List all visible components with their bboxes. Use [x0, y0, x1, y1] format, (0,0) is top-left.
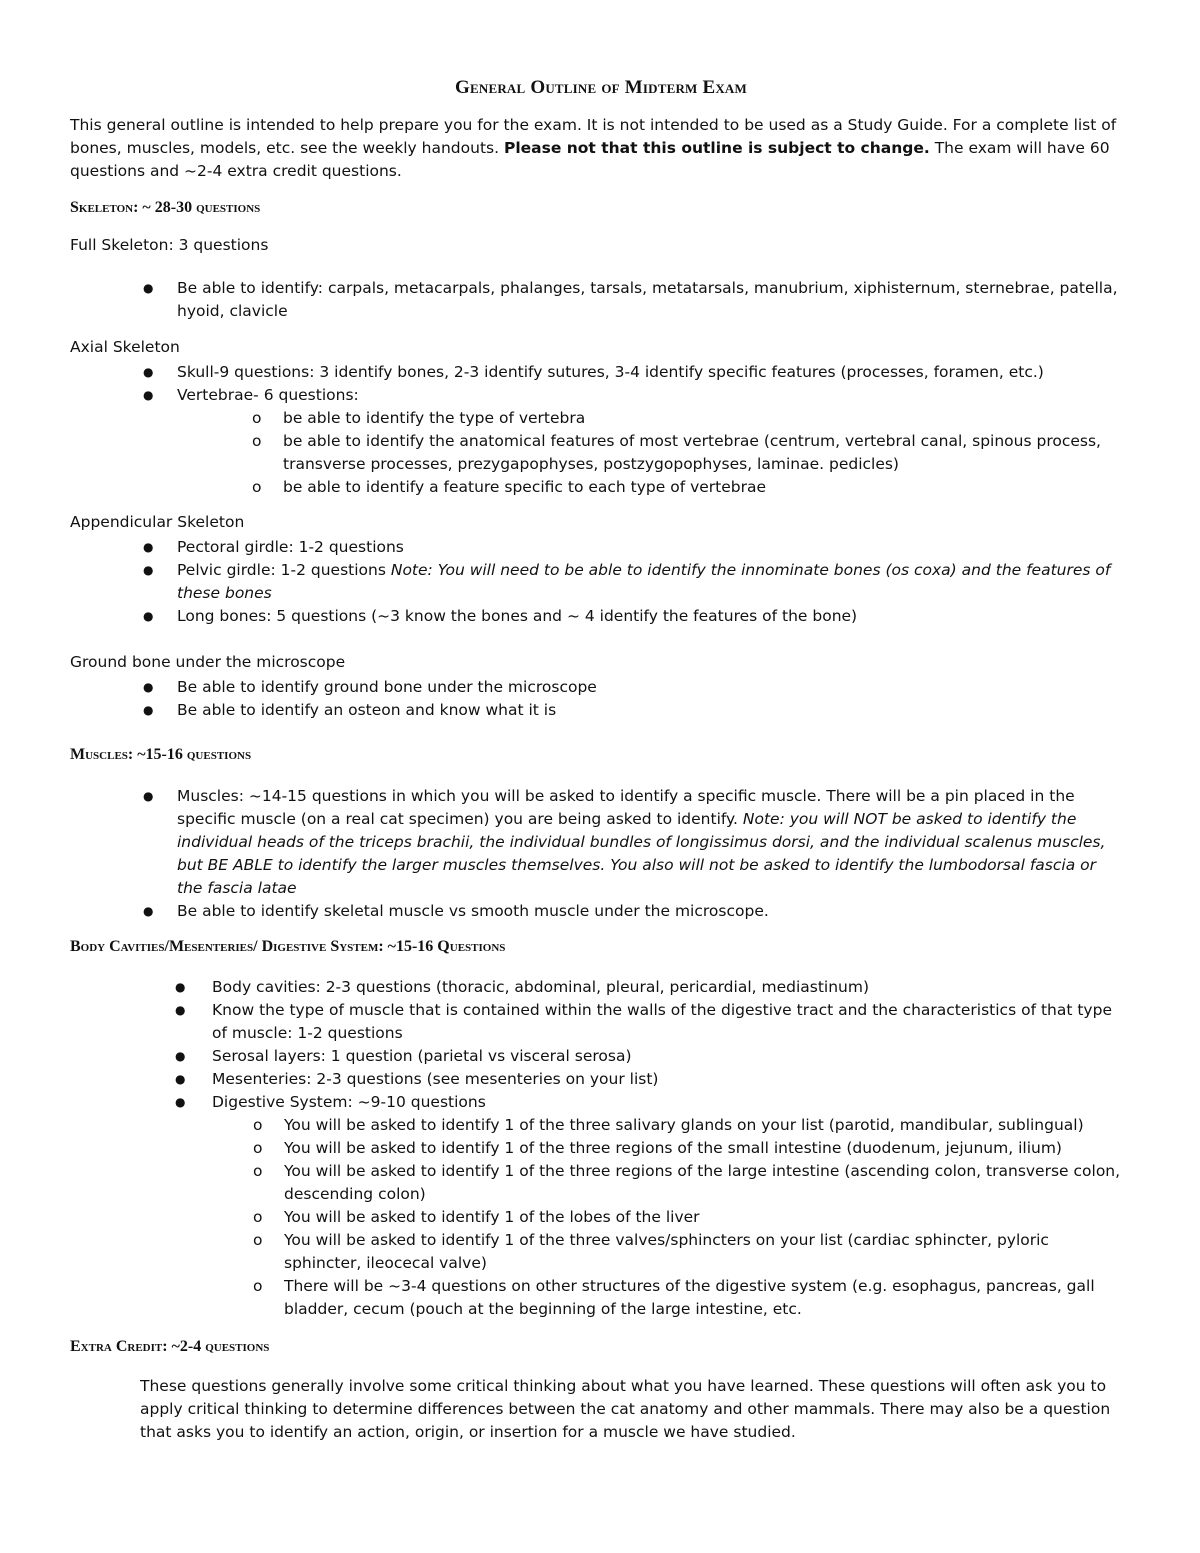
sublist-item — [252, 430, 1122, 476]
circle-bullet-icon: o — [252, 409, 262, 427]
intro-bold-text: Please not that this outline is subject to change. — [503, 139, 930, 157]
list-item-text: Be able to identify ground bone under the microscope — [177, 678, 597, 696]
sublist-item — [253, 1229, 1127, 1275]
list-item — [143, 536, 1122, 559]
list-item — [143, 559, 1122, 605]
list-item-text: Serosal layers: 1 question (parietal vs visceral serosa) — [212, 1047, 632, 1065]
ground-bone-heading: Ground bone under the microscope — [70, 653, 346, 671]
axial-skeleton-heading: Axial Skeleton — [70, 338, 180, 356]
list-item — [175, 1091, 1127, 1321]
list-item-text: Pelvic girdle: 1-2 questions — [177, 561, 391, 579]
sublist-item — [252, 476, 1122, 499]
bullet-icon: ● — [143, 365, 154, 379]
bullet-icon: ● — [143, 680, 154, 694]
circle-bullet-icon: o — [253, 1116, 263, 1134]
sublist-item — [253, 1206, 1127, 1229]
list-item — [143, 699, 1122, 722]
list-item-text: Muscles: ~14-15 questions in which you will be asked to identify a specific muscle. There will be a pin placed in the specific muscle (on a real cat specimen) you are being asked to identify. — [177, 787, 1075, 828]
sublist-item-text: You will be asked to identify 1 of the three regions of the large intestine (ascending colon, transverse colon, descending colon) — [284, 1162, 1121, 1203]
sublist-item — [252, 407, 1122, 430]
list-item — [143, 384, 1122, 499]
list-item-text: Skull-9 questions: 3 identify bones, 2-3 identify sutures, 3-4 identify specific features (processes, foramen, etc.) — [177, 363, 1044, 381]
list-item — [175, 1068, 1127, 1091]
body-cavities-list — [175, 976, 1127, 1321]
sublist-item — [253, 1160, 1127, 1206]
intro-text: This general outline is intended to help prepare you for the exam. It is not intended to be used as a Study Guide. For a complete list of bones, muscles, models, etc. see the weekly handouts. — [70, 116, 1117, 157]
bullet-icon: ● — [143, 388, 154, 402]
muscles-heading: Muscles: ~15-16 questions — [70, 746, 252, 763]
full-skeleton-heading: Full Skeleton: 3 questions — [70, 236, 269, 254]
list-item-text: Be able to identify: carpals, metacarpals, phalanges, tarsals, metatarsals, manubrium, xiphisternum, sternebrae, patella, hyoid, clavicle — [177, 279, 1118, 320]
bullet-icon: ● — [143, 789, 154, 803]
bullet-icon: ● — [175, 1072, 186, 1086]
circle-bullet-icon: o — [253, 1277, 263, 1295]
vertebrae-sublist — [252, 407, 1122, 499]
circle-bullet-icon: o — [252, 432, 262, 450]
sublist-item-text: You will be asked to identify 1 of the three salivary glands on your list (parotid, mandibular, sublingual) — [284, 1116, 1084, 1134]
digestive-sublist — [253, 1114, 1127, 1321]
axial-skeleton-list — [143, 361, 1122, 499]
bullet-icon: ● — [143, 540, 154, 554]
full-skeleton-list — [143, 277, 1122, 323]
bullet-icon: ● — [143, 904, 154, 918]
list-item — [143, 605, 1122, 628]
intro-text-end: The exam will have 60 questions and ~2-4 extra credit questions. — [70, 139, 1110, 180]
appendicular-skeleton-heading: Appendicular Skeleton — [70, 513, 245, 531]
circle-bullet-icon: o — [253, 1231, 263, 1249]
circle-bullet-icon: o — [253, 1162, 263, 1180]
extra-credit-paragraph: These questions generally involve some critical thinking about what you have learned. These questions will often ask you to apply critical thinking to determine differences between the cat anatomy and other mammals. There may also be a question that asks you to identify an action, origin, or insertion for a muscle we have studied. — [140, 1377, 1111, 1441]
list-item-text: Body cavities: 2-3 questions (thoracic, abdominal, pleural, pericardial, mediastinum) — [212, 978, 870, 996]
sublist-item-text: be able to identify the type of vertebra — [283, 409, 586, 427]
skeleton-heading: Skeleton: ~ 28-30 questions — [70, 199, 261, 216]
sublist-item-text: be able to identify a feature specific to each type of vertebrae — [283, 478, 767, 496]
list-item — [143, 277, 1122, 323]
body-cavities-heading: Body Cavities/Mesenteries/ Digestive System: ~15-16 Questions — [70, 938, 506, 955]
bullet-icon: ● — [143, 703, 154, 717]
sublist-item-text: You will be asked to identify 1 of the three valves/sphincters on your list (cardiac sphincter, pyloric sphincter, ileocecal valve) — [284, 1231, 1049, 1272]
muscles-list — [143, 785, 1122, 923]
circle-bullet-icon: o — [252, 478, 262, 496]
list-item-text: Digestive System: ~9-10 questions — [212, 1093, 486, 1111]
list-item-text: Pectoral girdle: 1-2 questions — [177, 538, 404, 556]
bullet-icon: ● — [175, 1049, 186, 1063]
list-item — [143, 900, 1122, 923]
sublist-item-text: There will be ~3-4 questions on other structures of the digestive system (e.g. esophagus, pancreas, gall bladder, cecum (pouch at the beginning of the large intestine, etc. — [284, 1277, 1095, 1318]
extra-credit-heading: Extra Credit: ~2-4 questions — [70, 1338, 270, 1355]
sublist-item — [253, 1275, 1127, 1321]
ground-bone-list — [143, 676, 1122, 722]
list-item-text: Mesenteries: 2-3 questions (see mesenteries on your list) — [212, 1070, 659, 1088]
bullet-icon: ● — [175, 1095, 186, 1109]
sublist-item — [253, 1137, 1127, 1160]
intro-paragraph — [70, 114, 1132, 183]
sublist-item — [253, 1114, 1127, 1137]
list-item-text: Long bones: 5 questions (~3 know the bones and ~ 4 identify the features of the bone) — [177, 607, 858, 625]
list-item — [143, 361, 1122, 384]
bullet-icon: ● — [143, 281, 154, 295]
appendicular-skeleton-list — [143, 536, 1122, 628]
sublist-item-text: You will be asked to identify 1 of the lobes of the liver — [284, 1208, 700, 1226]
circle-bullet-icon: o — [253, 1208, 263, 1226]
list-item — [143, 676, 1122, 699]
list-item-note: Note: You will need to be able to identify the innominate bones (os coxa) and the features of these bones — [177, 561, 1111, 602]
list-item-text: Be able to identify an osteon and know what it is — [177, 701, 557, 719]
list-item — [175, 999, 1127, 1045]
sublist-item-text: be able to identify the anatomical features of most vertebrae (centrum, vertebral canal, spinous process, transverse processes, prezygapophyses, postzygopophyses, laminae. pedicles) — [283, 432, 1101, 473]
list-item — [175, 1045, 1127, 1068]
list-item — [143, 785, 1122, 900]
page-title: General Outline of Midterm Exam — [455, 77, 747, 98]
bullet-icon: ● — [143, 563, 154, 577]
list-item-note: Note: you will NOT be asked to identify the individual heads of the triceps brachii, the individual bundles of longissimus dorsi, and the individual scalenus muscles, but BE ABLE to identify the larger muscles themselves. You also will not be asked to identify the lumbodorsal fascia or the fascia latae — [177, 810, 1106, 897]
bullet-icon: ● — [143, 609, 154, 623]
bullet-icon: ● — [175, 1003, 186, 1017]
list-item-text: Vertebrae- 6 questions: — [177, 386, 359, 404]
bullet-icon: ● — [175, 980, 186, 994]
sublist-item-text: You will be asked to identify 1 of the three regions of the small intestine (duodenum, jejunum, ilium) — [284, 1139, 1062, 1157]
list-item-text: Be able to identify skeletal muscle vs smooth muscle under the microscope. — [177, 902, 769, 920]
list-item — [175, 976, 1127, 999]
list-item-text: Know the type of muscle that is contained within the walls of the digestive tract and the characteristics of that type of muscle: 1-2 questions — [212, 1001, 1112, 1042]
circle-bullet-icon: o — [253, 1139, 263, 1157]
